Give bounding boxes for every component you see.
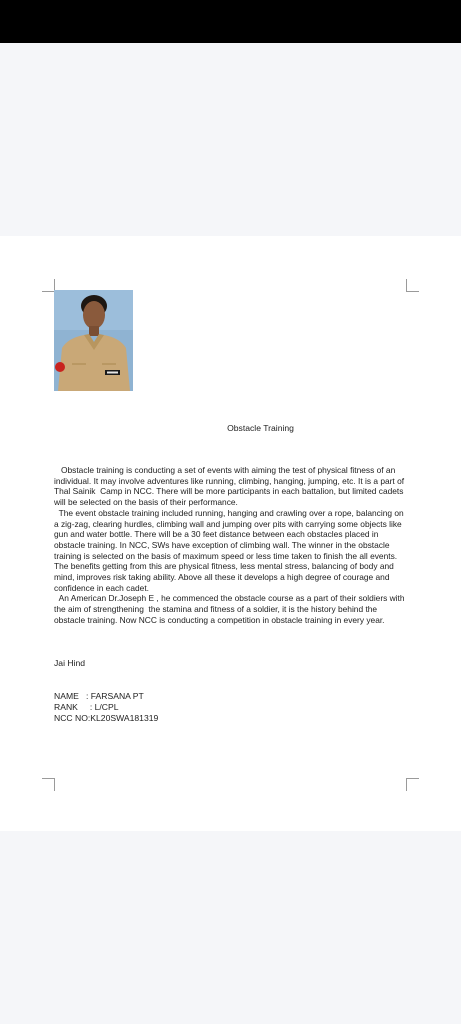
viewer-background-bottom <box>0 831 461 1024</box>
closing-line: Jai Hind <box>54 658 86 668</box>
paragraph: Obstacle training is conducting a set of events with aiming the test of physical fitness of an individual. It may involve adventures like running, climbing, hanging, jumping, etc. It is a part of Thal Sainik Camp in NCC. There will be more participants in each battalion, but limited cadets will be selected on the basis of their performance. <box>54 465 407 508</box>
paragraph: The event obstacle training included running, hanging and crawling over a rope, balancing on a zig-zag, clearing hurdles, climbing wall and jumping over pits with carrying some objects like gun and water bottle. There will be a 30 feet distance between each obstacles placed in obstacle training. In NCC, SWs have exception of climbing wall. The winner in the obstacle training is selected on the basis of maximum speed or less time taken to finish the all events. The benefits getting from this are physical fitness, less mental stress, balancing of body and mind, improves risk taking ability. Above all these it develops a high degree of courage and confidence in each cadet. <box>54 507 406 593</box>
cadet-photo <box>54 290 133 391</box>
viewer-background-top <box>0 43 461 236</box>
crop-mark-top-right <box>406 279 419 292</box>
crop-mark-bottom-right <box>406 778 419 791</box>
signature-rank: RANK : L/CPL <box>54 702 119 712</box>
document-body <box>54 465 406 626</box>
document-page[interactable] <box>0 236 461 831</box>
crop-mark-bottom-left <box>42 778 55 791</box>
document-title: Obstacle Training <box>227 423 294 433</box>
signature-block <box>54 691 158 724</box>
paragraph: An American Dr.Joseph E , he commenced the obstacle course as a part of their soldiers with the aim of strengthening the stamina and fitness of a soldier, it is the history behind the obstacle training. Now NCC is conducting a competition in obstacle training in every year. <box>54 593 407 625</box>
signature-name: NAME : FARSANA PT <box>54 691 144 701</box>
status-bar <box>0 0 461 43</box>
signature-ncc-number: NCC NO:KL20SWA181319 <box>54 713 159 723</box>
